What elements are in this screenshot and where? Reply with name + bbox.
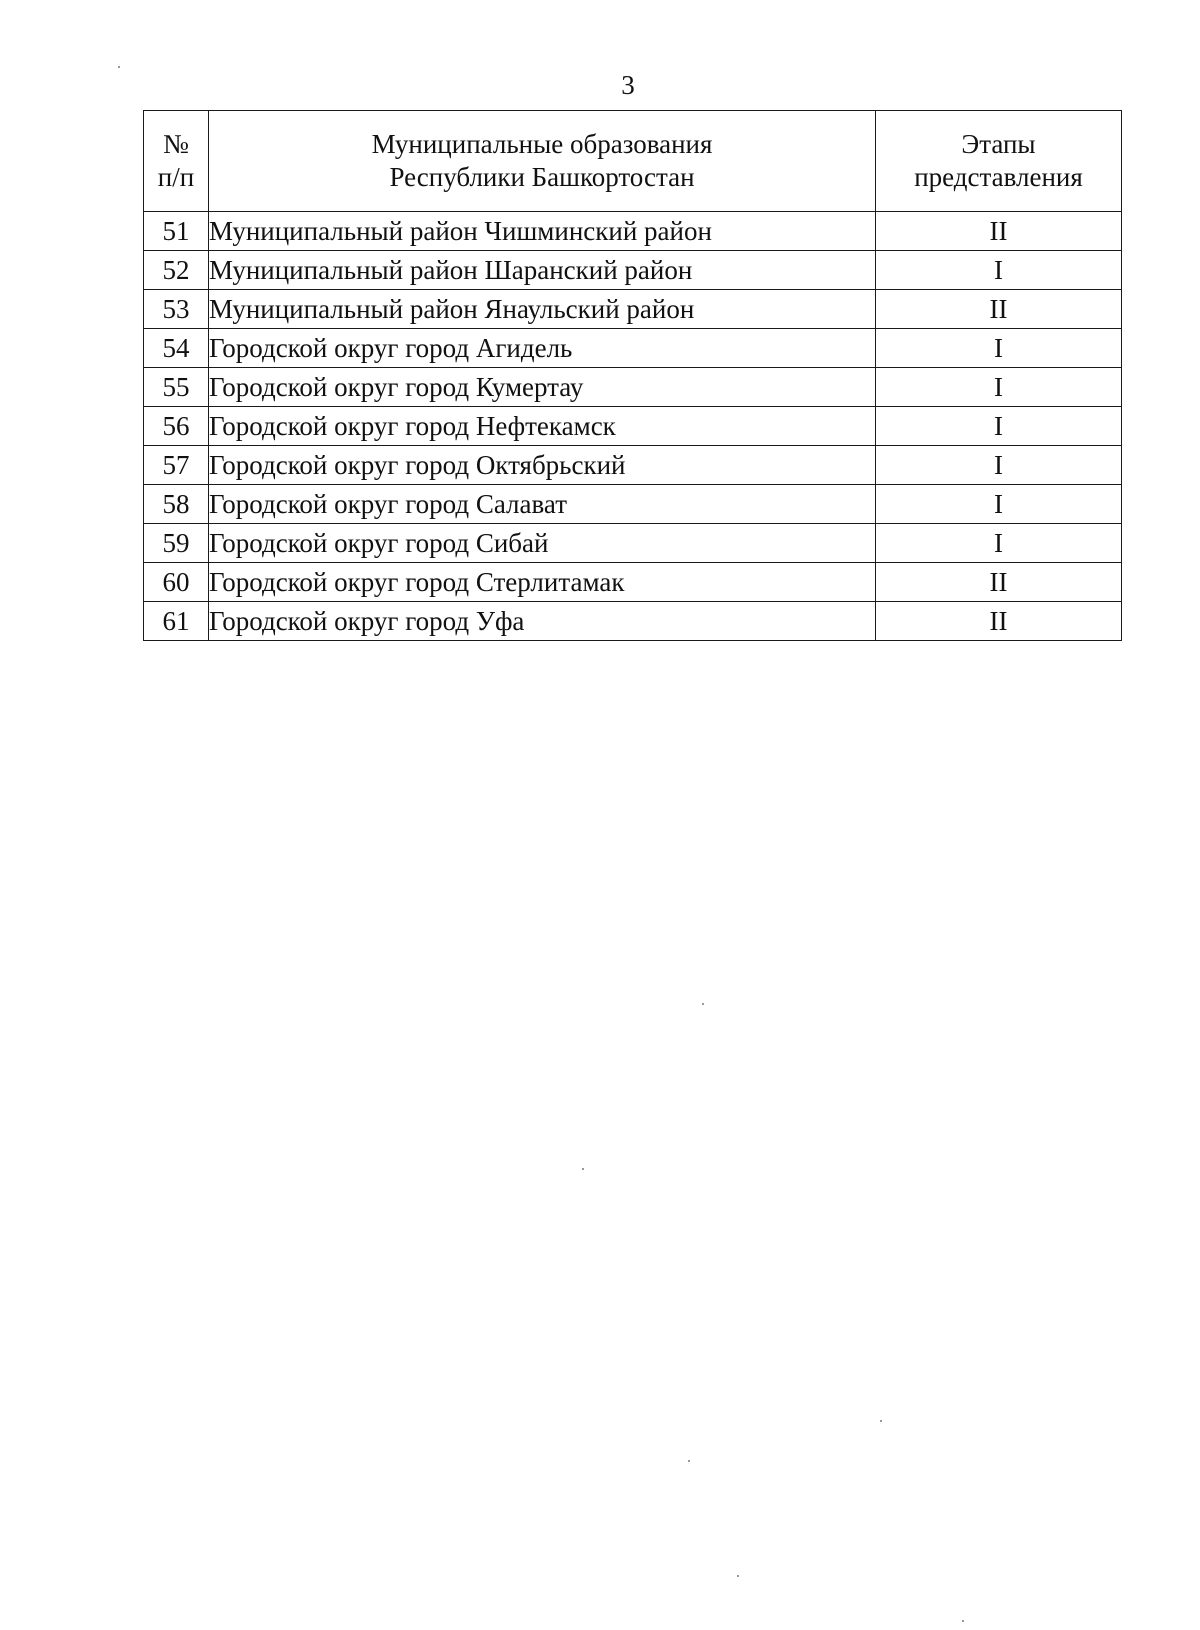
row-number: 51 xyxy=(144,212,209,251)
scan-speck xyxy=(688,1460,690,1462)
scan-speck xyxy=(118,66,120,68)
row-number: 56 xyxy=(144,407,209,446)
table-row xyxy=(144,563,1122,602)
row-stage: I xyxy=(876,368,1122,407)
row-number: 54 xyxy=(144,329,209,368)
row-number: 59 xyxy=(144,524,209,563)
table-row xyxy=(144,290,1122,329)
table-row xyxy=(144,329,1122,368)
header-number xyxy=(144,111,209,212)
header-municipality xyxy=(209,111,876,212)
row-number: 58 xyxy=(144,485,209,524)
table-row xyxy=(144,446,1122,485)
row-municipality: Городской округ город Нефтекамск xyxy=(209,407,876,446)
row-municipality: Муниципальный район Чишминский район xyxy=(209,212,876,251)
scan-speck xyxy=(737,1575,739,1577)
table-row xyxy=(144,368,1122,407)
row-municipality: Муниципальный район Янаульский район xyxy=(209,290,876,329)
row-municipality: Городской округ город Сибай xyxy=(209,524,876,563)
row-stage: I xyxy=(876,524,1122,563)
table-row xyxy=(144,251,1122,290)
row-stage: I xyxy=(876,485,1122,524)
header-stage-line1: Этапы xyxy=(961,129,1036,159)
table-row xyxy=(144,524,1122,563)
row-stage: II xyxy=(876,212,1122,251)
table-row xyxy=(144,212,1122,251)
row-municipality: Городской округ город Агидель xyxy=(209,329,876,368)
header-number-line2: п/п xyxy=(157,162,195,192)
scan-speck xyxy=(702,1003,704,1005)
row-number: 55 xyxy=(144,368,209,407)
row-municipality: Городской округ город Стерлитамак xyxy=(209,563,876,602)
row-municipality: Городской округ город Кумертау xyxy=(209,368,876,407)
row-stage: I xyxy=(876,446,1122,485)
row-stage: II xyxy=(876,602,1122,641)
row-number: 53 xyxy=(144,290,209,329)
row-municipality: Муниципальный район Шаранский район xyxy=(209,251,876,290)
header-stage-line2: представления xyxy=(914,162,1083,192)
row-municipality: Городской округ город Октябрьский xyxy=(209,446,876,485)
scan-speck xyxy=(880,1420,882,1422)
row-stage: II xyxy=(876,563,1122,602)
header-stage xyxy=(876,111,1122,212)
row-number: 57 xyxy=(144,446,209,485)
row-number: 60 xyxy=(144,563,209,602)
municipalities-table xyxy=(143,110,1122,641)
row-number: 61 xyxy=(144,602,209,641)
scan-speck xyxy=(962,1620,964,1622)
row-stage: I xyxy=(876,329,1122,368)
table-header-row xyxy=(144,111,1122,212)
page-number: 3 xyxy=(621,70,635,100)
row-stage: I xyxy=(876,407,1122,446)
row-stage: II xyxy=(876,290,1122,329)
header-municipality-line1: Муниципальные образования xyxy=(371,129,713,159)
row-municipality: Городской округ город Уфа xyxy=(209,602,876,641)
header-number-line1: № xyxy=(163,129,189,159)
table-row xyxy=(144,602,1122,641)
row-number: 52 xyxy=(144,251,209,290)
table-row xyxy=(144,485,1122,524)
scan-speck xyxy=(582,1168,584,1170)
header-municipality-line2: Республики Башкортостан xyxy=(389,162,695,192)
row-municipality: Городской округ город Салават xyxy=(209,485,876,524)
row-stage: I xyxy=(876,251,1122,290)
table-row xyxy=(144,407,1122,446)
